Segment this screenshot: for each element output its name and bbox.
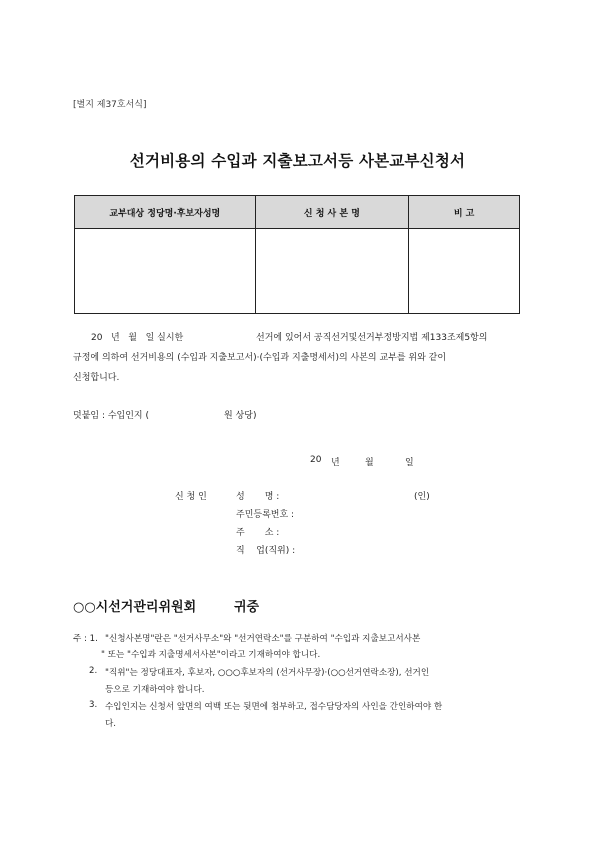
applicant-seal-mark: (인): [414, 492, 430, 502]
body-line1-start: 20 년 월 일 실시한: [91, 333, 184, 343]
body-line1-end: 선거에 있어서 공직선거및선거부정방지법 제133조제5항의: [256, 333, 488, 343]
applicant-label: 신 청 인: [175, 492, 207, 502]
body-line3: 신청합니다.: [73, 373, 120, 383]
date-year: 20: [310, 455, 322, 465]
body-line2: 규정에 의하여 선거비용의 (수입과 지출보고서)·(수입과 지출명세서)의 사본의 교부를 위와 같이: [73, 353, 447, 363]
table-header-row: [75, 196, 520, 229]
document-title: 선거비용의 수입과 지출보고서등 사본교부신청서: [129, 152, 466, 170]
date-year-unit: 년: [331, 458, 340, 468]
note-1-prefix: 주 : 1.: [73, 634, 98, 644]
form-number: [별지 제37호서식]: [73, 100, 147, 110]
cell-remarks[interactable]: [409, 229, 520, 314]
note-3-prefix: 3.: [89, 700, 98, 710]
committee-suffix: 귀중: [234, 600, 260, 615]
applicant-address-label: 주 소 :: [236, 528, 280, 538]
note-2-line1: "직위"는 정당대표자, 후보자, ○○○후보자의 (선거사무장)·(○○선거연락소장), 선거인: [105, 668, 430, 678]
note-1-line1: "신청사본명"란은 "선거사무소"와 "선거연락소"를 구분하여 "수입과 지출보고서사본: [105, 634, 421, 644]
request-table: [74, 195, 520, 314]
cell-recipient[interactable]: [75, 229, 256, 314]
header-recipient: 교부대상 정당명·후보자성명: [75, 196, 256, 229]
applicant-id-label: 주민등록번호 :: [236, 510, 295, 520]
cell-requested-copy[interactable]: [255, 229, 409, 314]
applicant-occupation-label: 직 업(직위) :: [236, 546, 296, 556]
note-3-line1: 수입인지는 신청서 앞면의 여백 또는 뒷면에 첨부하고, 접수담당자의 사인을 간인하여야 한: [105, 702, 443, 712]
note-1-line2: " 또는 "수입과 지출명세서사본"이라고 기재하여야 합니다.: [101, 650, 321, 660]
table-row: [75, 229, 520, 314]
note-3-line2: 다.: [105, 719, 117, 729]
note-2-prefix: 2.: [89, 666, 98, 676]
committee-name: ○○시선거관리위원회: [73, 600, 197, 615]
date-month-unit: 월: [365, 458, 374, 468]
date-day-unit: 일: [405, 458, 414, 468]
attachment-suffix: 원 상당): [224, 411, 257, 421]
applicant-name-label: 성 명 :: [236, 492, 280, 502]
header-remarks: 비 고: [409, 196, 520, 229]
header-requested-copy: 신 청 사 본 명: [255, 196, 409, 229]
attachment-label: 덧붙임 : 수입인지 (: [73, 411, 149, 421]
note-2-line2: 등으로 기재하여야 합니다.: [105, 685, 205, 695]
